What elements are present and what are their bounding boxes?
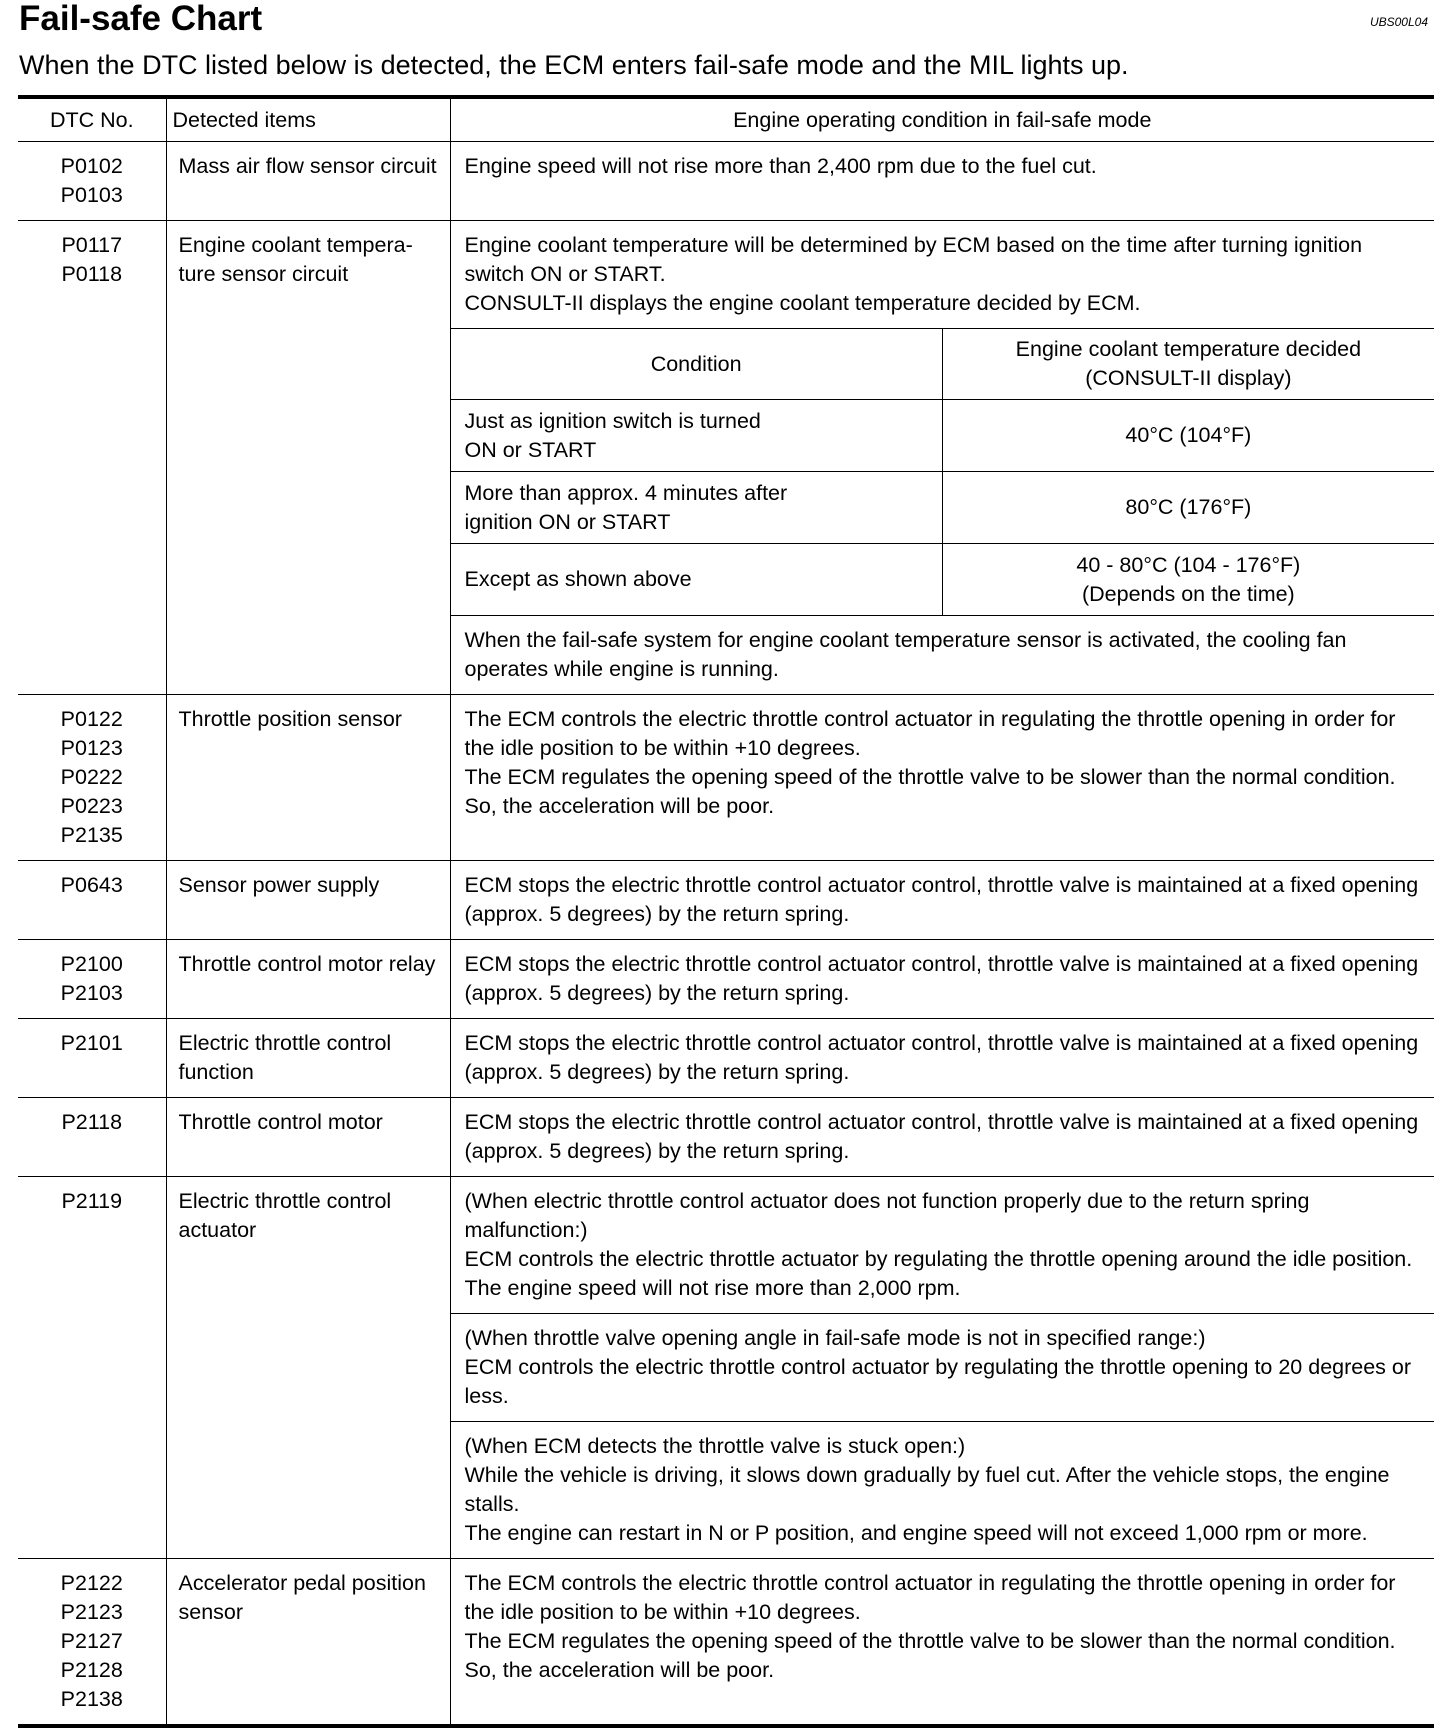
subtable-condition: More than approx. 4 minutes after ignition ON or START [451, 472, 943, 544]
condition-cell [450, 861, 1434, 940]
detected-item: Throttle control motor [166, 1098, 450, 1177]
subtable-condition: Except as shown above [451, 544, 943, 616]
table-row [18, 940, 1434, 1019]
detected-item: Throttle control motor relay [166, 940, 450, 1019]
subtable-header-temperature: Engine coolant temperature decided (CONSULT-II display) [942, 329, 1434, 400]
condition-text: ECM stops the electric throttle control actuator control, throttle valve is maintained at a fixed opening (approx. 5 degrees) by the return spring. [464, 952, 1419, 1005]
intro-text: When the DTC listed below is detected, the ECM enters fail-safe mode and the MIL lights up. [19, 50, 1129, 80]
dtc-code: P2122 [60, 1571, 123, 1595]
detected-item-line: ture sensor circuit [178, 262, 349, 286]
table-row [18, 695, 1434, 861]
dtc-code: P0122 [60, 707, 123, 731]
condition-cell [450, 1019, 1434, 1098]
condition-text: The ECM controls the electric throttle control actuator in regulating the throttle opening in order for the idle position to be within +10 degrees. [464, 707, 1396, 760]
condition-cell [450, 695, 1434, 861]
dtc-code: P2123 [60, 1600, 123, 1624]
coolant-temperature-subtable [451, 221, 1435, 694]
header-engine-condition: Engine operating condition in fail-safe mode [450, 97, 1434, 142]
condition-text: The ECM regulates the opening speed of the throttle valve to be slower than the normal condition. [464, 765, 1396, 789]
header-detected-items: Detected items [166, 97, 450, 142]
detected-item-line: Electric throttle control [178, 1031, 392, 1055]
detected-item-line: actuator [178, 1218, 257, 1242]
dtc-code: P2119 [61, 1189, 123, 1213]
dtc-code: P0118 [61, 262, 123, 286]
fail-safe-table [18, 95, 1434, 1728]
subtable-temperature: 40°C (104°F) [942, 400, 1434, 472]
page-title: Fail-safe Chart [19, 0, 263, 38]
subtable-row [451, 400, 1435, 472]
dtc-cell [18, 695, 166, 861]
subtable-row [451, 544, 1435, 616]
detected-item [166, 1177, 450, 1559]
dtc-code: P0643 [60, 873, 123, 897]
condition-text: So, the acceleration will be poor. [464, 794, 775, 818]
dtc-cell [18, 861, 166, 940]
condition-cell [450, 1559, 1434, 1727]
condition-text: ECM controls the electric throttle control actuator by regulating the throttle opening to 20 degrees or less. [464, 1355, 1412, 1408]
detected-item: Throttle position sensor [166, 695, 450, 861]
detected-item-line: Electric throttle control [178, 1189, 392, 1213]
table-row [18, 861, 1434, 940]
table-row [18, 142, 1434, 221]
subtable-temperature: 40 - 80°C (104 - 176°F) (Depends on the time) [942, 544, 1434, 616]
condition-cell [450, 1098, 1434, 1177]
dtc-code: P2100 [60, 952, 123, 976]
table-row [18, 1559, 1434, 1727]
condition-text-block [451, 221, 1435, 329]
dtc-code: P0123 [60, 736, 123, 760]
dtc-code: P2128 [60, 1658, 123, 1682]
condition-cell [450, 1177, 1434, 1559]
condition-text: ECM stops the electric throttle control actuator control, throttle valve is maintained at a fixed opening (approx. 5 degrees) by the return spring. [464, 873, 1419, 926]
detected-item: Sensor power supply [166, 861, 450, 940]
dtc-cell [18, 1559, 166, 1727]
table-row [18, 1019, 1434, 1098]
dtc-code: P2135 [60, 823, 123, 847]
dtc-cell [18, 1098, 166, 1177]
detected-item [166, 221, 450, 695]
header-dtc: DTC No. [18, 97, 166, 142]
detected-item-line: Accelerator pedal position [178, 1571, 426, 1595]
condition-text: While the vehicle is driving, it slows down gradually by fuel cut. After the vehicle stops, the engine stalls. [464, 1463, 1390, 1516]
condition-text: Engine speed will not rise more than 2,400 rpm due to the fuel cut. [464, 154, 1097, 178]
subtable-temperature: 80°C (176°F) [942, 472, 1434, 544]
fan-note: When the fail-safe system for engine coolant temperature sensor is activated, the cooling fan operates while engine is running. [464, 628, 1347, 681]
dtc-code: P2103 [60, 981, 123, 1005]
condition-text: So, the acceleration will be poor. [464, 1658, 775, 1682]
condition-text: (When electric throttle control actuator does not function properly due to the return spring malfunction:) [464, 1189, 1310, 1242]
subtable-header-condition: Condition [451, 329, 943, 400]
dtc-code: P0103 [60, 183, 123, 207]
condition-text: CONSULT-II displays the engine coolant temperature decided by ECM. [464, 291, 1141, 315]
condition-text: The engine can restart in N or P position, and engine speed will not exceed 1,000 rpm or more. [464, 1521, 1368, 1545]
condition-cell [450, 940, 1434, 1019]
condition-text: ECM stops the electric throttle control actuator control, throttle valve is maintained at a fixed opening (approx. 5 degrees) by the return spring. [464, 1110, 1419, 1163]
actuator-condition-blocks [451, 1177, 1435, 1558]
table-row [18, 1177, 1434, 1559]
detected-item: Mass air flow sensor circuit [166, 142, 450, 221]
dtc-cell [18, 940, 166, 1019]
dtc-code: P2138 [60, 1687, 123, 1711]
condition-text-block [451, 1177, 1435, 1314]
detected-item-line: function [178, 1060, 254, 1084]
condition-cell [450, 142, 1434, 221]
dtc-cell [18, 1177, 166, 1559]
dtc-code: P0222 [60, 765, 123, 789]
condition-text: The ECM regulates the opening speed of the throttle valve to be slower than the normal condition. [464, 1629, 1396, 1653]
dtc-cell [18, 142, 166, 221]
dtc-code: P2101 [60, 1031, 123, 1055]
subtable-condition: Just as ignition switch is turned ON or START [451, 400, 943, 472]
dtc-code: P0223 [60, 794, 123, 818]
detected-item-line: Engine coolant tempera- [178, 233, 413, 257]
table-header-row [18, 97, 1434, 142]
condition-text-block [451, 1314, 1435, 1422]
table-row [18, 221, 1434, 695]
dtc-cell [18, 1019, 166, 1098]
detected-item-line: sensor [178, 1600, 244, 1624]
condition-cell [450, 221, 1434, 695]
dtc-cell [18, 221, 166, 695]
dtc-code: P0102 [60, 154, 123, 178]
condition-text: ECM controls the electric throttle actuator by regulating the throttle opening around the idle position. The engine speed will not rise more than 2,000 rpm. [464, 1247, 1413, 1300]
table-row [18, 1098, 1434, 1177]
dtc-code: P2127 [60, 1629, 123, 1653]
detected-item [166, 1559, 450, 1727]
document-code: UBS00L04 [1369, 15, 1428, 29]
condition-text: The ECM controls the electric throttle control actuator in regulating the throttle opening in order for the idle position to be within +10 degrees. [464, 1571, 1396, 1624]
subtable-row [451, 472, 1435, 544]
condition-text: ECM stops the electric throttle control actuator control, throttle valve is maintained at a fixed opening (approx. 5 degrees) by the return spring. [464, 1031, 1419, 1084]
dtc-code: P0117 [61, 233, 123, 257]
condition-text-block [451, 1422, 1435, 1559]
dtc-code: P2118 [61, 1110, 123, 1134]
condition-text: (When throttle valve opening angle in fail-safe mode is not in specified range:) [464, 1326, 1206, 1350]
condition-text: (When ECM detects the throttle valve is stuck open:) [464, 1434, 966, 1458]
detected-item [166, 1019, 450, 1098]
condition-text: Engine coolant temperature will be determined by ECM based on the time after turning ignition switch ON or START. [464, 233, 1363, 286]
